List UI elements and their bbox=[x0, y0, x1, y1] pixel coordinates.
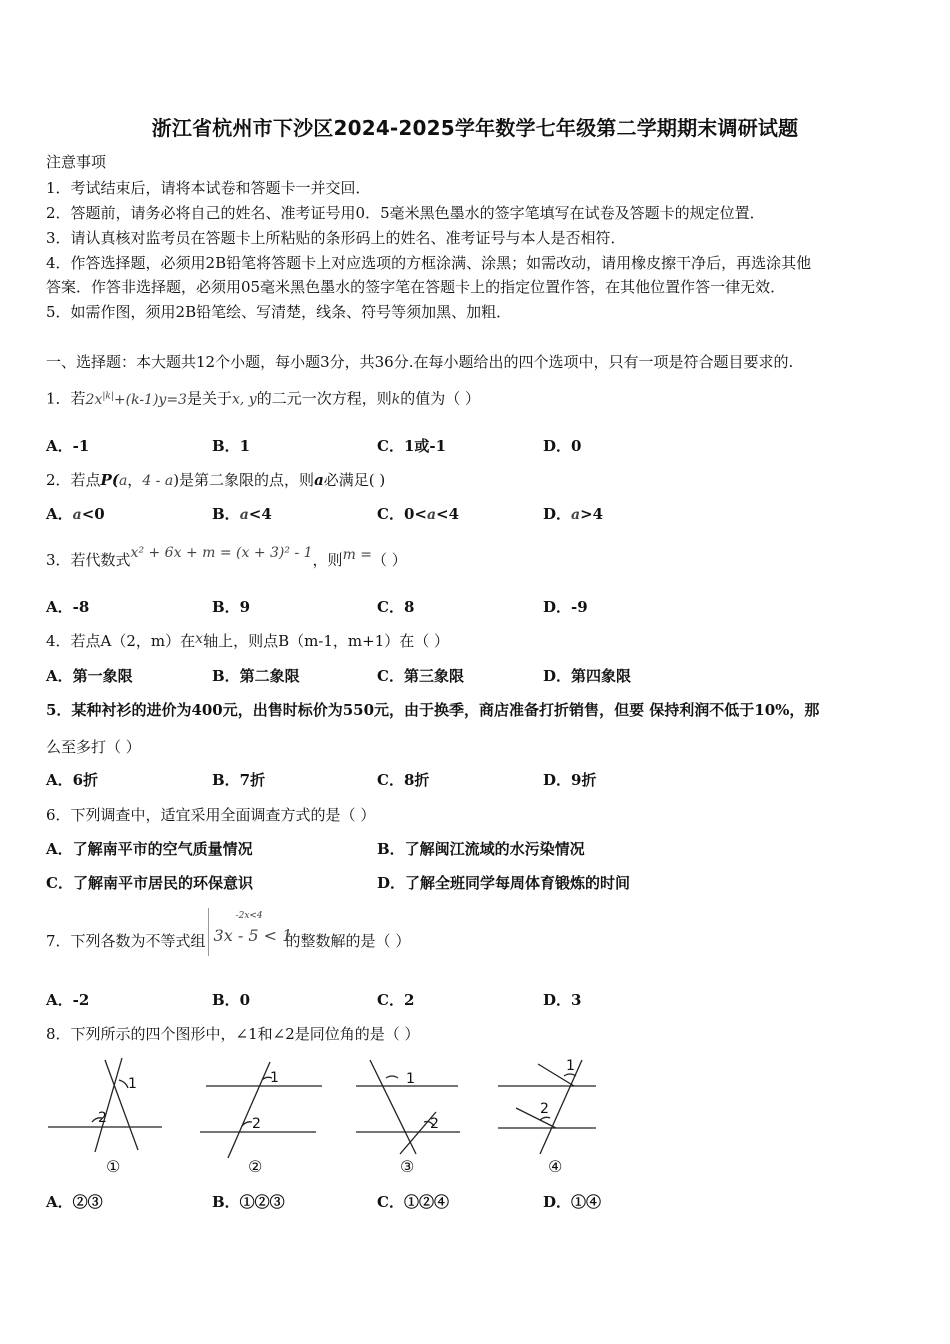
q1-option-d: D．0 bbox=[543, 437, 582, 455]
question-5-line-2: 么至多打（ ） bbox=[46, 738, 141, 756]
q4-option-a: A．第一象限 bbox=[46, 667, 133, 685]
angle-label-1: 1 bbox=[128, 1076, 137, 1092]
angle-label-2: 2 bbox=[252, 1116, 261, 1132]
figure-label: ③ bbox=[400, 1157, 415, 1176]
notice-item: 1．考试结束后，请将本试卷和答题卡一并交回． bbox=[46, 179, 371, 197]
q1-equation: $2x^{|k|}+(k-1)y=3$ bbox=[85, 391, 187, 408]
angle-label-2: 2 bbox=[98, 1110, 107, 1126]
q6-option-b: B．了解闽江流域的水污染情况 bbox=[377, 840, 585, 858]
q5-option-c: C．8折 bbox=[377, 771, 430, 789]
notice-item: 5．如需作图，须用2B铅笔绘、写清楚，线条、符号等须加黑、加粗． bbox=[46, 303, 512, 321]
q3-option-b: B．9 bbox=[212, 598, 251, 616]
q1-k: k bbox=[391, 391, 401, 408]
q1-text: 是关于 bbox=[186, 389, 232, 408]
q7-option-c: C．2 bbox=[377, 991, 415, 1009]
notice-item: 3．请认真核对监考员在答题卡上所粘贴的条形码上的姓名、准考证号与本人是否相符． bbox=[46, 229, 626, 247]
figure-label: ① bbox=[106, 1157, 121, 1176]
q3-option-c: C．8 bbox=[377, 598, 415, 616]
q2-option-b: B．a<4 bbox=[212, 505, 272, 523]
q6-option-d: D．了解全班同学每周体育锻炼的时间 bbox=[377, 874, 631, 892]
question-6: 6．下列调查中，适宜采用全面调查方式的是（ ） bbox=[46, 806, 376, 824]
q5-option-a: A．6折 bbox=[46, 771, 99, 789]
q3-option-d: D．-9 bbox=[543, 598, 588, 616]
angle-label-2: 2 bbox=[540, 1101, 549, 1117]
q1-text: 的值为（ ） bbox=[400, 389, 480, 408]
q3-equation: x² + 6x + m = (x + 3)² - 1 bbox=[130, 545, 313, 561]
inequality-system: -2x<4 3x - 5 < 1 bbox=[206, 932, 286, 952]
question-8: 8．下列所示的四个图形中，∠1和∠2是同位角的是（ ） bbox=[46, 1025, 420, 1043]
q4-option-b: B．第二象限 bbox=[212, 667, 300, 685]
question-3: 3．若代数式x² + 6x + m = (x + 3)² - 1，则m =（ ） bbox=[46, 545, 407, 569]
q1-text: 1．若 bbox=[46, 389, 86, 408]
q8-option-b: B．①②③ bbox=[212, 1193, 285, 1211]
q2-option-c: C．0<a<4 bbox=[377, 505, 460, 523]
question-4: 4．若点A（2，m）在x轴上，则点B（m-1，m+1）在（ ） bbox=[46, 631, 450, 650]
q8-option-a: A．②③ bbox=[46, 1193, 103, 1211]
angle-label-1: 1 bbox=[270, 1070, 279, 1086]
q7-option-b: B．0 bbox=[212, 991, 251, 1009]
question-2: 2．若点P(a，4 - a)是第二象限的点，则a必满足( ) bbox=[46, 471, 386, 489]
q6-option-c: C．了解南平市居民的环保意识 bbox=[46, 874, 253, 892]
question-5-line-1: 5．某种衬衫的进价为400元，出售时标价为550元，由于换季，商店准备打折销售，但要 保持利润不低于10%，那 bbox=[46, 701, 820, 719]
figure-2 bbox=[200, 1062, 322, 1158]
notice-item: 4．作答选择题，必须用2B铅笔将答题卡上对应选项的方框涂满、涂黑；如需改动，请用橡皮擦干净后，再选涂其他 bbox=[46, 254, 812, 272]
angle-label-2: 2 bbox=[430, 1116, 439, 1132]
figure-label: ② bbox=[248, 1157, 263, 1176]
q5-option-d: D．9折 bbox=[543, 771, 597, 789]
q4-option-d: D．第四象限 bbox=[543, 667, 632, 685]
notice-item: 答案．作答非选择题，必须用05毫米黑色墨水的签字笔在答题卡上的指定位置作答，在其他位置作答一律无效． bbox=[46, 278, 786, 296]
q1-option-b: B．1 bbox=[212, 437, 251, 455]
q1-option-a: A．-1 bbox=[46, 437, 90, 455]
q5-option-b: B．7折 bbox=[212, 771, 266, 789]
q1-text: 的二元一次方程，则 bbox=[256, 389, 392, 408]
q3-option-a: A．-8 bbox=[46, 598, 90, 616]
section-heading: 一、选择题：本大题共12个小题，每小题3分，共36分.在每小题给出的四个选项中，只有一项是符合题目要求的. bbox=[46, 353, 794, 371]
q8-option-d: D．①④ bbox=[543, 1193, 602, 1211]
angle-label-1: 1 bbox=[406, 1071, 415, 1087]
q7-option-d: D．3 bbox=[543, 991, 582, 1009]
q6-option-a: A．了解南平市的空气质量情况 bbox=[46, 840, 253, 858]
notice-item: 2．答题前，请务必将自己的姓名、准考证号用0．5毫米黑色墨水的签字笔填写在试卷及答题卡的规定位置． bbox=[46, 204, 765, 222]
q8-figures bbox=[40, 1050, 620, 1180]
q1-option-c: C．1或-1 bbox=[377, 437, 447, 455]
figure-label: ④ bbox=[548, 1157, 563, 1176]
notice-heading: 注意事项 bbox=[46, 153, 107, 171]
angle-label-1: 1 bbox=[566, 1058, 575, 1074]
q4-option-c: C．第三象限 bbox=[377, 667, 464, 685]
figure-1 bbox=[48, 1058, 162, 1152]
question-7: 7．下列各数为不等式组 -2x<4 3x - 5 < 1 的整数解的是（ ） bbox=[46, 931, 410, 952]
q1-vars: x, y bbox=[231, 391, 257, 408]
question-1 bbox=[46, 386, 480, 410]
q2-option-d: D．a>4 bbox=[543, 505, 604, 523]
page-title: 浙江省杭州市下沙区2024-2025学年数学七年级第二学期期末调研试题 bbox=[151, 116, 799, 140]
q7-option-a: A．-2 bbox=[46, 991, 90, 1009]
q8-option-c: C．①②④ bbox=[377, 1193, 449, 1211]
q2-option-a: A．a<0 bbox=[46, 505, 105, 523]
